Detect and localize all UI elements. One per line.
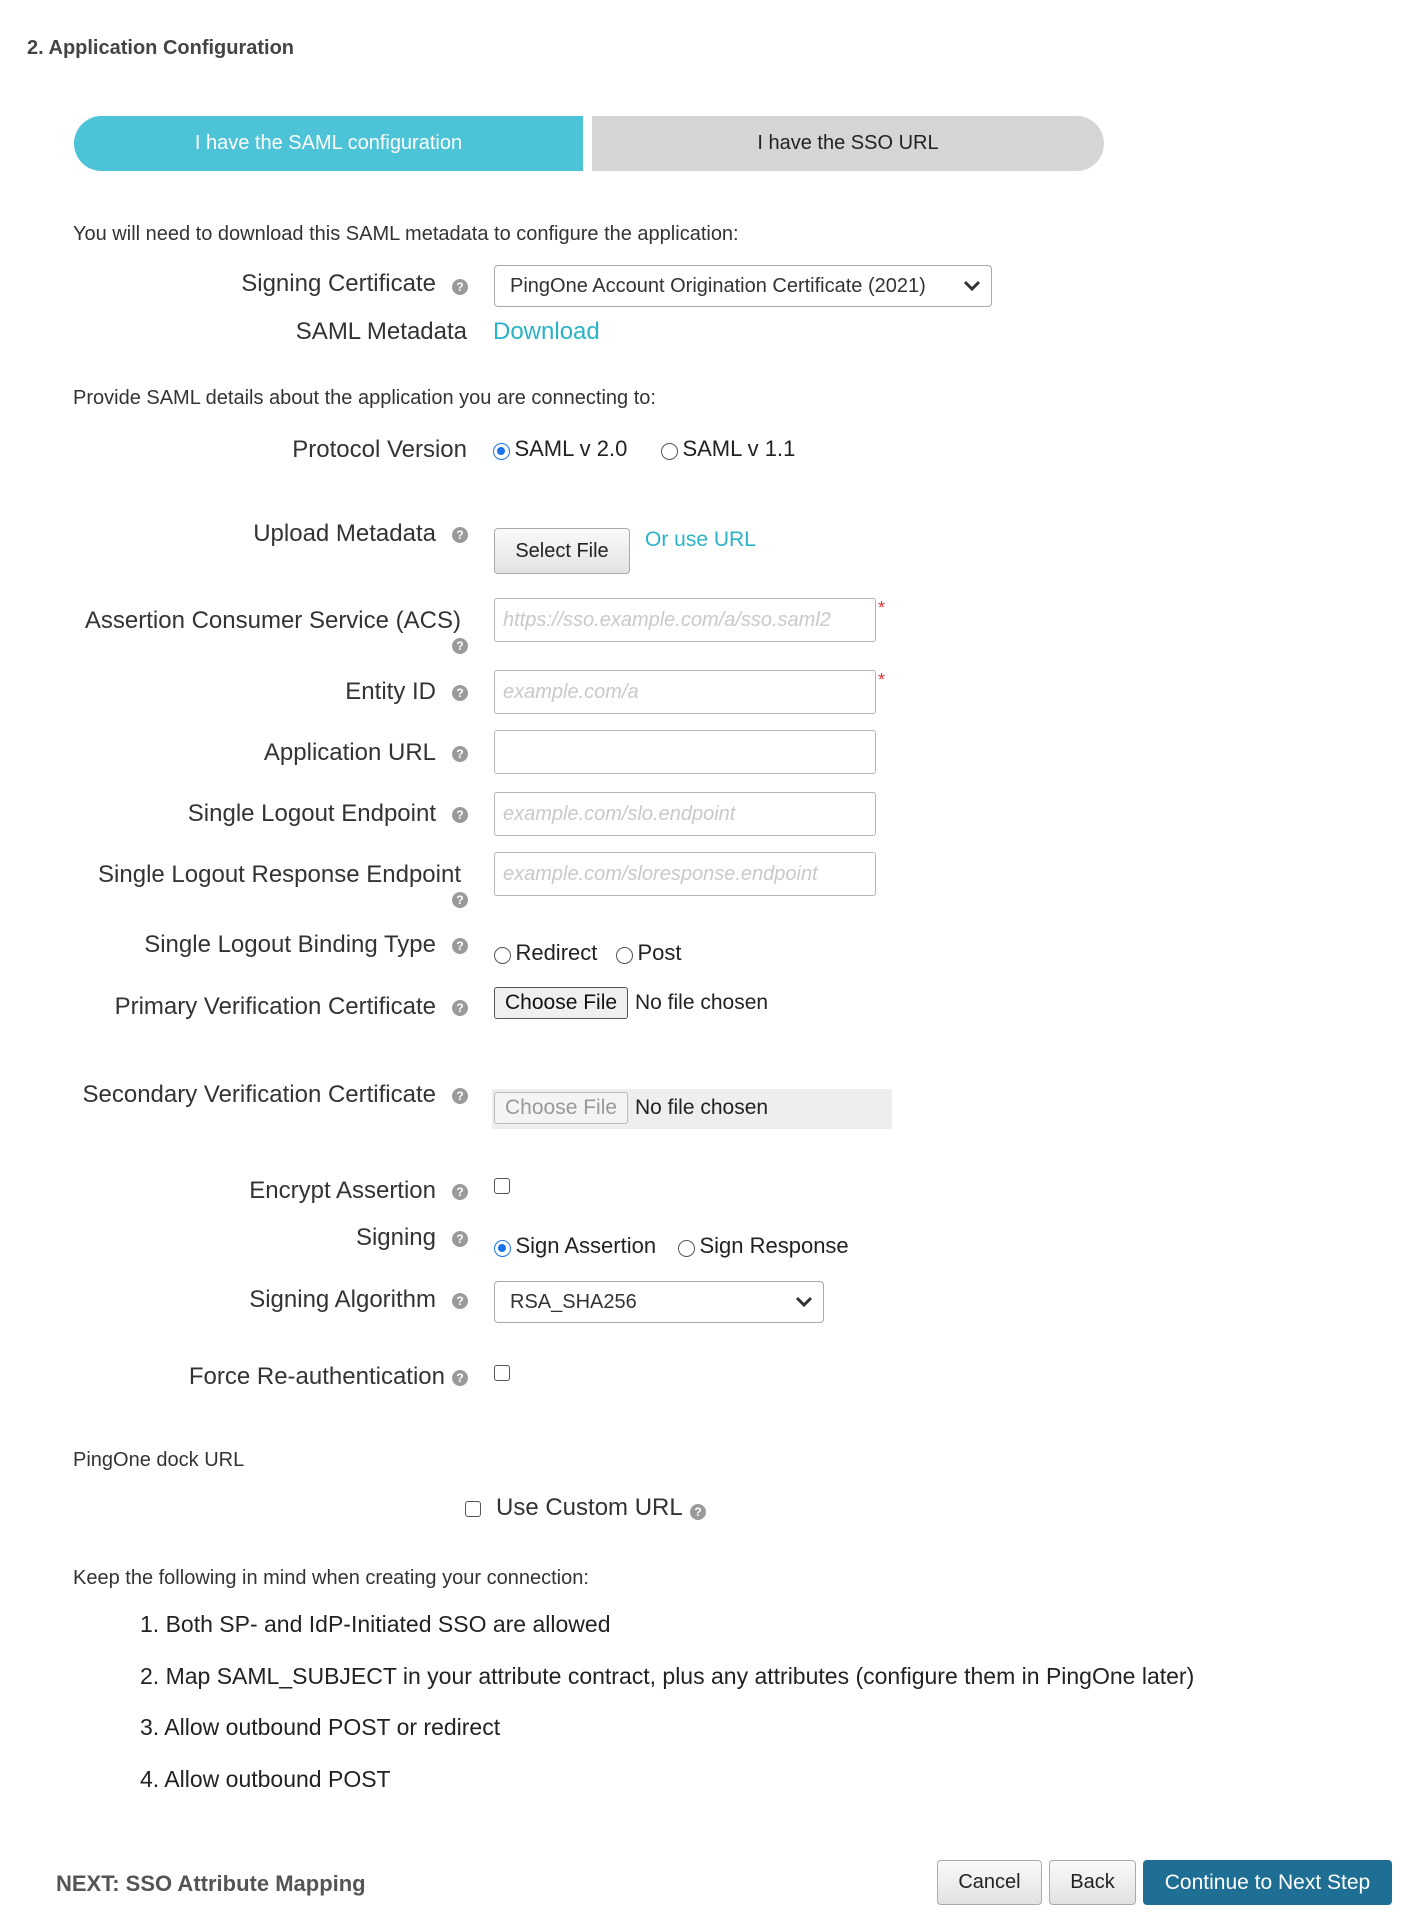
option-label: Sign Assertion [515, 1233, 657, 1258]
radio-sign-response[interactable] [678, 1240, 695, 1257]
help-icon[interactable]: ? [452, 527, 468, 543]
list-item: 4. Allow outbound POST [140, 1766, 391, 1792]
option-label: SAML v 2.0 [514, 436, 628, 461]
help-icon[interactable]: ? [452, 1088, 468, 1104]
next-step-label: NEXT: SSO Attribute Mapping [56, 1871, 366, 1896]
help-icon[interactable]: ? [452, 1000, 468, 1016]
protocol-version-label: Protocol Version [292, 436, 467, 463]
signing-label: Signing [355, 1224, 436, 1251]
tab-saml-configuration[interactable]: I have the SAML configuration [74, 116, 583, 171]
secondary-cert-status: No file chosen [635, 1096, 769, 1119]
option-label: SAML v 1.1 [682, 436, 796, 461]
use-url-link[interactable]: Or use URL [645, 528, 756, 551]
use-custom-url-label: Use Custom URL [496, 1494, 683, 1521]
signing-option-assertion[interactable] [494, 1233, 656, 1259]
protocol-version-option-1[interactable] [661, 436, 795, 462]
required-marker: * [878, 670, 886, 690]
list-item: 3. Allow outbound POST or redirect [140, 1714, 501, 1740]
back-button[interactable]: Back [1049, 1860, 1136, 1905]
details-intro: Provide SAML details about the application you are connecting to: [73, 387, 656, 409]
list-item: 2. Map SAML_SUBJECT in your attribute contract, plus any attributes (configure them in PingOne later) [140, 1663, 1195, 1689]
entity-id-label: Entity ID [345, 678, 436, 705]
help-icon[interactable]: ? [452, 685, 468, 701]
radio-sign-assertion[interactable] [494, 1240, 511, 1257]
download-intro: You will need to download this SAML metadata to configure the application: [73, 223, 739, 245]
help-icon[interactable]: ? [452, 938, 468, 954]
single-logout-response-endpoint-input[interactable] [494, 852, 876, 896]
help-icon[interactable]: ? [452, 279, 468, 295]
continue-button[interactable]: Continue to Next Step [1143, 1860, 1392, 1905]
signing-algorithm-value: RSA_SHA256 [510, 1291, 637, 1313]
signing-certificate-select[interactable] [494, 265, 992, 307]
radio-redirect[interactable] [494, 947, 511, 964]
radio-saml-1-1[interactable] [661, 443, 678, 460]
binding-option-post[interactable] [616, 940, 681, 966]
secondary-cert-choose-file-button: Choose File [494, 1092, 628, 1124]
secondary-cert-label: Secondary Verification Certificate [82, 1081, 436, 1108]
acs-input[interactable] [494, 598, 876, 642]
download-metadata-link[interactable]: Download [493, 318, 600, 345]
radio-saml-2-0[interactable] [493, 443, 510, 460]
help-icon[interactable]: ? [452, 638, 468, 654]
single-logout-response-endpoint-label: Single Logout Response Endpoint [98, 861, 461, 888]
single-logout-binding-label: Single Logout Binding Type [144, 931, 436, 958]
dock-url-title: PingOne dock URL [73, 1449, 245, 1471]
primary-cert-status: No file chosen [635, 991, 769, 1014]
option-label: Redirect [515, 940, 598, 965]
section-title: 2. Application Configuration [27, 37, 295, 59]
required-marker: * [878, 598, 886, 618]
signing-certificate-label: Signing Certificate [241, 270, 436, 297]
chevron-down-icon [963, 266, 981, 306]
help-icon[interactable]: ? [452, 892, 468, 908]
keep-in-mind-intro: Keep the following in mind when creating your connection: [73, 1567, 589, 1589]
force-reauth-label: Force Re-authentication [188, 1363, 445, 1390]
help-icon[interactable]: ? [452, 746, 468, 762]
saml-metadata-label: SAML Metadata [295, 318, 467, 345]
encrypt-assertion-label: Encrypt Assertion [249, 1177, 436, 1204]
single-logout-endpoint-label: Single Logout Endpoint [187, 800, 436, 827]
binding-option-redirect[interactable] [494, 940, 597, 966]
select-file-button[interactable]: Select File [494, 528, 630, 574]
primary-cert-label: Primary Verification Certificate [114, 993, 436, 1020]
primary-cert-choose-file-button[interactable]: Choose File [494, 987, 628, 1019]
encrypt-assertion-checkbox[interactable] [494, 1178, 510, 1194]
signing-option-response[interactable] [678, 1233, 849, 1259]
help-icon[interactable]: ? [452, 1293, 468, 1309]
list-item: 1. Both SP- and IdP-Initiated SSO are allowed [140, 1611, 611, 1637]
help-icon[interactable]: ? [452, 1370, 468, 1386]
help-icon[interactable]: ? [452, 807, 468, 823]
option-label: Sign Response [699, 1233, 849, 1258]
upload-metadata-label: Upload Metadata [253, 520, 436, 547]
application-url-label: Application URL [263, 739, 436, 766]
tab-sso-url[interactable]: I have the SSO URL [592, 116, 1104, 171]
force-reauth-checkbox[interactable] [494, 1365, 510, 1381]
help-icon[interactable]: ? [690, 1504, 706, 1520]
single-logout-endpoint-input[interactable] [494, 792, 876, 836]
signing-algorithm-select[interactable] [494, 1281, 824, 1323]
option-label: Post [637, 940, 682, 965]
protocol-version-option-2[interactable] [493, 436, 627, 462]
application-url-input[interactable] [494, 730, 876, 774]
entity-id-input[interactable] [494, 670, 876, 714]
help-icon[interactable]: ? [452, 1231, 468, 1247]
signing-certificate-value: PingOne Account Origination Certificate (2021) [510, 275, 926, 297]
radio-post[interactable] [616, 947, 633, 964]
cancel-button[interactable]: Cancel [937, 1860, 1042, 1905]
acs-label: Assertion Consumer Service (ACS) [84, 607, 461, 634]
help-icon[interactable]: ? [452, 1184, 468, 1200]
use-custom-url-checkbox[interactable] [465, 1501, 481, 1517]
chevron-down-icon [795, 1282, 813, 1322]
signing-algorithm-label: Signing Algorithm [249, 1286, 436, 1313]
